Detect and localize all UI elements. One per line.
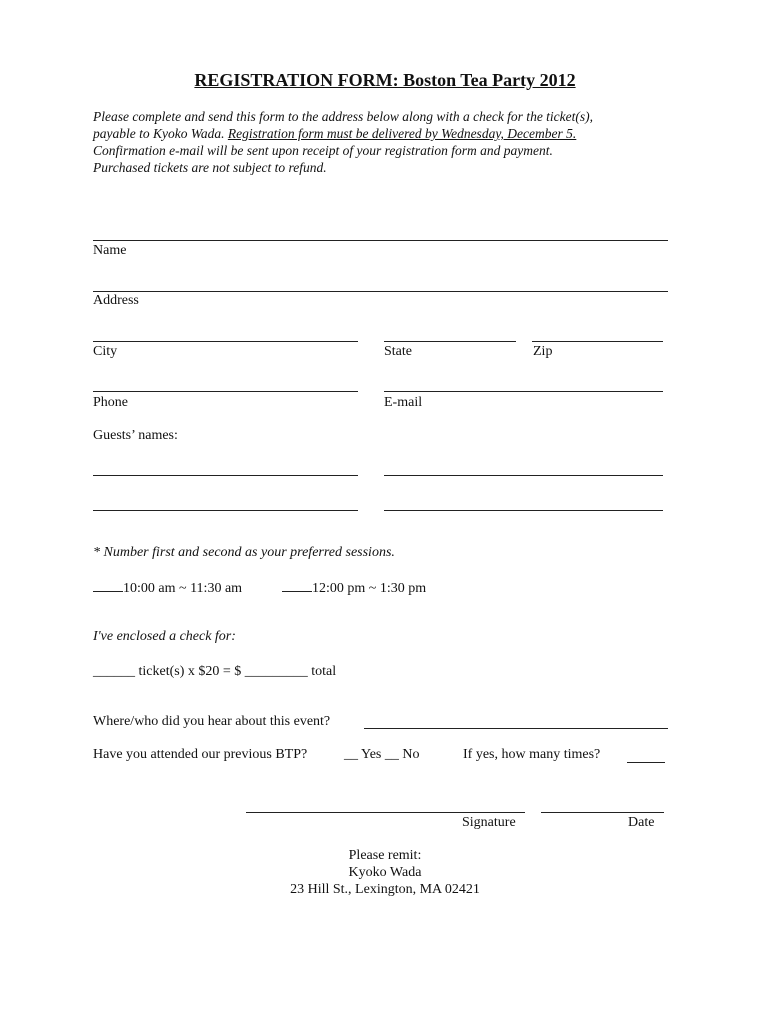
name-field[interactable] bbox=[93, 240, 668, 241]
times-field[interactable] bbox=[627, 762, 665, 763]
session-1-rank-field[interactable] bbox=[93, 579, 123, 592]
email-field[interactable] bbox=[384, 391, 663, 392]
signature-field[interactable] bbox=[246, 812, 525, 813]
deadline-text: Registration form must be delivered by Wednesday, December 5. bbox=[227, 126, 577, 141]
date-field[interactable] bbox=[541, 812, 664, 813]
address-label: Address bbox=[93, 293, 139, 308]
phone-field[interactable] bbox=[93, 391, 358, 392]
sessions-note: * Number first and second as your preferred sessions. bbox=[93, 545, 395, 560]
date-label: Date bbox=[628, 815, 655, 830]
intro-text bbox=[93, 108, 593, 176]
guest-name-field-3[interactable] bbox=[93, 510, 358, 511]
guests-label: Guests’ names: bbox=[93, 428, 178, 443]
state-label: State bbox=[384, 344, 412, 359]
session-1-label: 10:00 am ~ 11:30 am bbox=[123, 581, 243, 596]
heard-answer-field[interactable] bbox=[364, 728, 668, 729]
email-label: E-mail bbox=[384, 395, 423, 410]
zip-label: Zip bbox=[533, 344, 553, 359]
attended-options bbox=[344, 747, 419, 763]
intro-text-plain: payable to Kyoko Wada. bbox=[93, 126, 228, 141]
yes-checkbox[interactable]: __ bbox=[344, 747, 358, 762]
phone-label: Phone bbox=[93, 395, 128, 410]
remit-address: 23 Hill St., Lexington, MA 02421 bbox=[290, 882, 480, 897]
name-label: Name bbox=[93, 243, 127, 258]
remit-name: Kyoko Wada bbox=[348, 865, 422, 880]
total-label: total bbox=[311, 664, 337, 679]
attended-question: Have you attended our previous BTP? bbox=[93, 747, 308, 762]
no-label: No bbox=[402, 747, 420, 762]
city-label: City bbox=[93, 344, 118, 359]
guest-name-field-2[interactable] bbox=[384, 475, 663, 476]
intro-line bbox=[93, 125, 593, 142]
remit-heading: Please remit: bbox=[348, 848, 422, 863]
intro-line: Purchased tickets are not subject to refund. bbox=[93, 160, 327, 175]
times-question: If yes, how many times? bbox=[463, 747, 601, 762]
address-field[interactable] bbox=[93, 291, 668, 292]
zip-field[interactable] bbox=[532, 341, 663, 342]
form-title: REGISTRATION FORM: Boston Tea Party 2012 bbox=[194, 70, 576, 90]
state-field[interactable] bbox=[384, 341, 516, 342]
intro-line: Confirmation e-mail will be sent upon receipt of your registration form and payment. bbox=[93, 143, 553, 158]
session-2 bbox=[282, 579, 426, 597]
ticket-count-field[interactable]: ______ bbox=[93, 664, 135, 679]
heard-question: Where/who did you hear about this event? bbox=[93, 714, 331, 729]
session-2-label: 12:00 pm ~ 1:30 pm bbox=[312, 581, 427, 596]
signature-label: Signature bbox=[462, 815, 516, 830]
ticket-price-text: ticket(s) x $20 = $ bbox=[138, 664, 242, 679]
no-checkbox[interactable]: __ bbox=[384, 747, 399, 762]
session-2-rank-field[interactable] bbox=[282, 579, 312, 592]
guest-name-field-4[interactable] bbox=[384, 510, 663, 511]
city-field[interactable] bbox=[93, 341, 358, 342]
intro-line: Please complete and send this form to the address below along with a check for the ticket(s), bbox=[93, 109, 594, 124]
guest-name-field-1[interactable] bbox=[93, 475, 358, 476]
yes-label: Yes bbox=[360, 747, 382, 762]
payment-line bbox=[93, 664, 336, 680]
total-amount-field[interactable]: _________ bbox=[244, 664, 308, 679]
session-1 bbox=[93, 579, 242, 597]
payment-heading: I've enclosed a check for: bbox=[93, 629, 236, 644]
